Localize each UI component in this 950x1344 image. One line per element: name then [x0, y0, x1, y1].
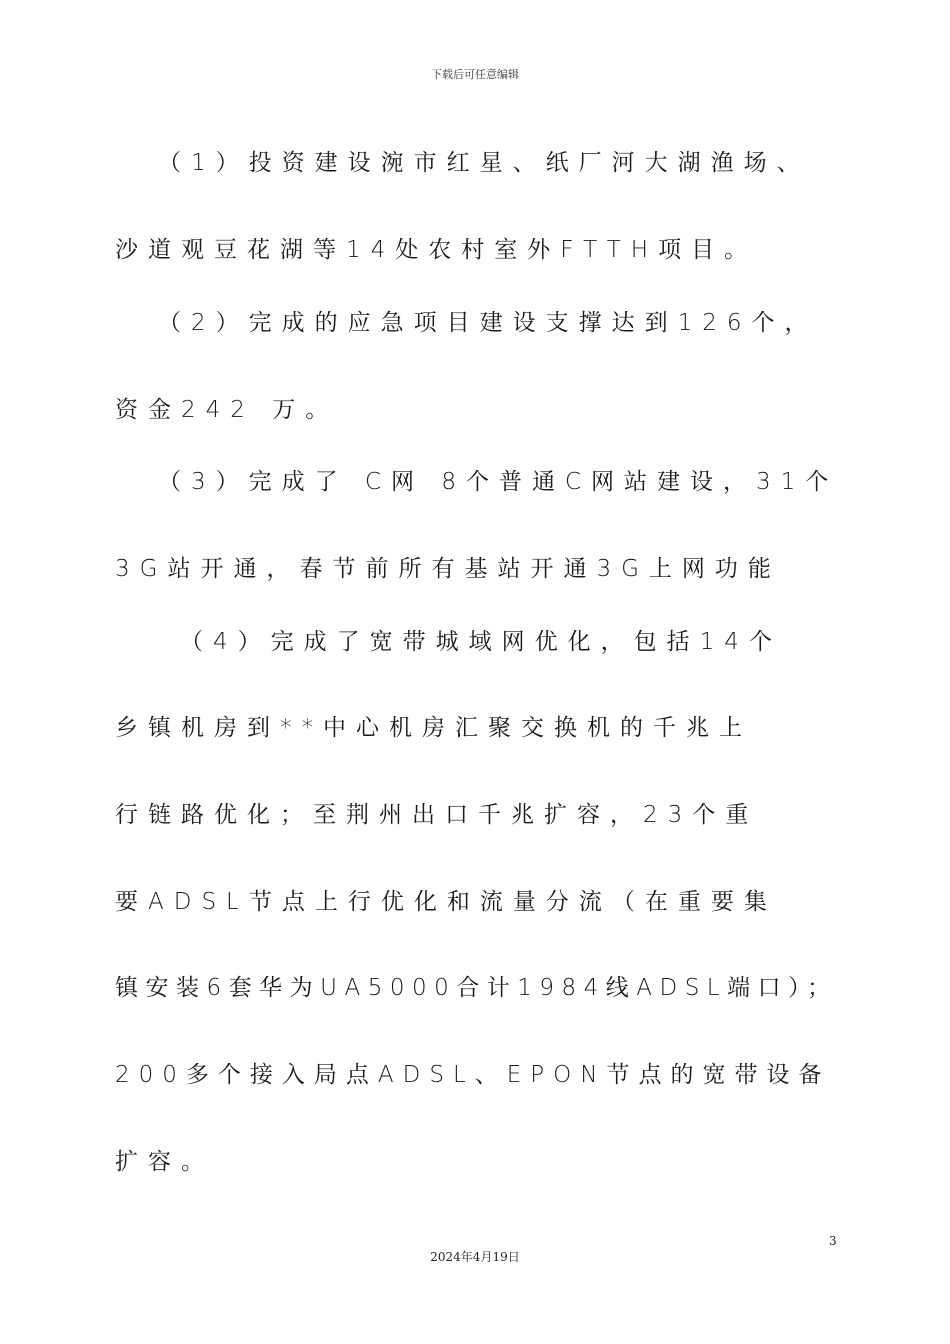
page-header: 下载后可任意编辑 [431, 68, 519, 81]
body-line-4: 资金242 万。 [115, 397, 339, 423]
body-line-2: 沙道观豆花湖等14处农村室外FTTH项目。 [115, 237, 758, 263]
body-line-7: （4）完成了宽带城域网优化，包括14个 [180, 629, 782, 655]
body-line-11: 镇安装6套华为UA5000合计1984线ADSL端口）； [115, 975, 838, 1001]
body-line-6: 3G站开通，春节前所有基站开通3G上网功能 [115, 556, 781, 582]
body-line-9: 行链路优化；至荆州出口千兆扩容，23个重 [115, 802, 759, 828]
body-line-1: （1）投资建设涴市红星、纸厂河大湖渔场、 [158, 150, 810, 176]
body-line-10: 要ADSL节点上行优化和流量分流（在重要集 [115, 889, 777, 915]
body-line-8: 乡镇机房到**中心机房汇聚交换机的千兆上 [115, 715, 752, 741]
body-line-3: （2）完成的应急项目建设支撑达到126个， [158, 310, 818, 336]
page-number: 3 [829, 1234, 837, 1248]
body-line-13: 扩容。 [115, 1149, 214, 1175]
body-line-5: （3）完成了 C网 8个普通C网站建设，31个 [158, 469, 839, 495]
body-line-12: 200多个接入局点ADSL、EPON节点的宽带设备 [115, 1062, 831, 1088]
footer-date: 2024年4月19日 [430, 1250, 520, 1264]
